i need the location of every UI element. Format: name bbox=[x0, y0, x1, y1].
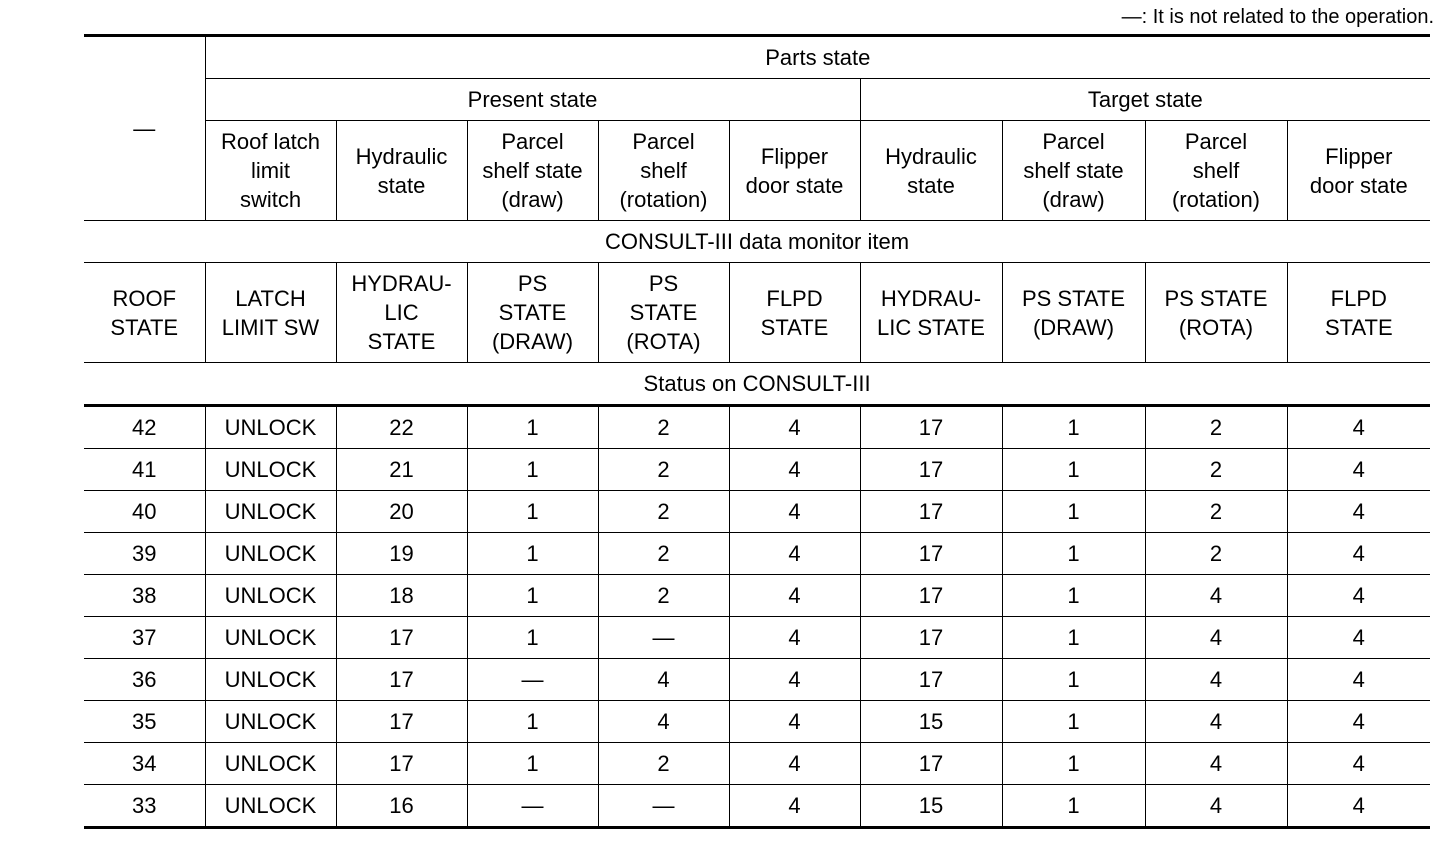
table-cell: UNLOCK bbox=[205, 659, 336, 701]
table-cell: 4 bbox=[1287, 491, 1430, 533]
table-cell: 33 bbox=[84, 785, 205, 828]
table-cell: 17 bbox=[860, 743, 1002, 785]
table-cell: 17 bbox=[860, 617, 1002, 659]
table-cell: 1 bbox=[1002, 491, 1145, 533]
table-cell: 15 bbox=[860, 785, 1002, 828]
table-cell: 4 bbox=[1287, 617, 1430, 659]
table-row bbox=[84, 491, 1430, 533]
table-cell: 1 bbox=[1002, 617, 1145, 659]
column-header: Roof latch limit switch bbox=[205, 121, 336, 221]
table-cell: 34 bbox=[84, 743, 205, 785]
table-cell: UNLOCK bbox=[205, 575, 336, 617]
table-cell: UNLOCK bbox=[205, 533, 336, 575]
table-cell: UNLOCK bbox=[205, 491, 336, 533]
table-cell: 2 bbox=[1145, 533, 1287, 575]
table-cell: 40 bbox=[84, 491, 205, 533]
table-cell: 1 bbox=[467, 743, 598, 785]
table-row bbox=[84, 533, 1430, 575]
legend-note: —: It is not related to the operation. bbox=[1121, 6, 1434, 28]
table-cell: 38 bbox=[84, 575, 205, 617]
table-cell: 2 bbox=[598, 491, 729, 533]
table-cell: 20 bbox=[336, 491, 467, 533]
table-cell: 4 bbox=[598, 701, 729, 743]
monitor-item: PS STATE (ROTA) bbox=[598, 263, 729, 363]
table-cell: 1 bbox=[467, 491, 598, 533]
table-cell: 4 bbox=[729, 743, 860, 785]
table-cell: 17 bbox=[860, 406, 1002, 449]
table-cell: 4 bbox=[1287, 575, 1430, 617]
table-cell: 4 bbox=[1145, 743, 1287, 785]
table-cell: 17 bbox=[336, 659, 467, 701]
monitor-item: FLPD STATE bbox=[729, 263, 860, 363]
table-cell: 2 bbox=[598, 406, 729, 449]
column-header: Hydraulic state bbox=[336, 121, 467, 221]
monitor-item: HYDRAU- LIC STATE bbox=[860, 263, 1002, 363]
table-cell: 2 bbox=[1145, 491, 1287, 533]
table-cell: 18 bbox=[336, 575, 467, 617]
monitor-item: PS STATE (ROTA) bbox=[1145, 263, 1287, 363]
table-cell: 2 bbox=[1145, 406, 1287, 449]
monitor-item-header: CONSULT-III data monitor item bbox=[84, 221, 1430, 263]
table-cell: 4 bbox=[1287, 406, 1430, 449]
table-cell: 4 bbox=[1287, 785, 1430, 828]
table-row bbox=[84, 659, 1430, 701]
table-row bbox=[84, 743, 1430, 785]
table-cell: 1 bbox=[1002, 406, 1145, 449]
table-cell: 17 bbox=[860, 575, 1002, 617]
table-cell: UNLOCK bbox=[205, 743, 336, 785]
table-cell: 39 bbox=[84, 533, 205, 575]
table-cell: 1 bbox=[467, 701, 598, 743]
table-row bbox=[84, 701, 1430, 743]
table-cell: 4 bbox=[1145, 785, 1287, 828]
table-cell: 1 bbox=[467, 575, 598, 617]
monitor-item: LATCH LIMIT SW bbox=[205, 263, 336, 363]
table-cell: 1 bbox=[1002, 659, 1145, 701]
table-cell: UNLOCK bbox=[205, 406, 336, 449]
table-cell: UNLOCK bbox=[205, 449, 336, 491]
table-cell: 1 bbox=[467, 449, 598, 491]
table-cell: 16 bbox=[336, 785, 467, 828]
table-cell: 17 bbox=[860, 659, 1002, 701]
table-cell: 4 bbox=[729, 575, 860, 617]
table-cell: 1 bbox=[1002, 449, 1145, 491]
table-cell: 22 bbox=[336, 406, 467, 449]
table-row bbox=[84, 449, 1430, 491]
monitor-item: PS STATE (DRAW) bbox=[467, 263, 598, 363]
monitor-item: ROOF STATE bbox=[84, 263, 205, 363]
table-cell: 37 bbox=[84, 617, 205, 659]
monitor-item: FLPD STATE bbox=[1287, 263, 1430, 363]
table-cell: UNLOCK bbox=[205, 617, 336, 659]
data-rows bbox=[84, 406, 1430, 828]
table-cell: 41 bbox=[84, 449, 205, 491]
table-cell: 4 bbox=[1287, 659, 1430, 701]
table-cell: 4 bbox=[729, 533, 860, 575]
table-cell: 17 bbox=[860, 449, 1002, 491]
table-cell: 4 bbox=[729, 659, 860, 701]
column-header: Parcel shelf (rotation) bbox=[598, 121, 729, 221]
table-cell: 4 bbox=[729, 449, 860, 491]
table-cell: 42 bbox=[84, 406, 205, 449]
table-cell: 4 bbox=[1287, 701, 1430, 743]
table-cell: 2 bbox=[1145, 449, 1287, 491]
table-cell: 19 bbox=[336, 533, 467, 575]
target-state-header: Target state bbox=[860, 79, 1430, 121]
table-cell: 17 bbox=[860, 491, 1002, 533]
table-cell: 4 bbox=[1145, 617, 1287, 659]
table-cell: 17 bbox=[336, 701, 467, 743]
table-cell: 1 bbox=[1002, 575, 1145, 617]
table-cell: 1 bbox=[1002, 785, 1145, 828]
table-row bbox=[84, 617, 1430, 659]
column-header: Hydraulic state bbox=[860, 121, 1002, 221]
table-cell: 1 bbox=[467, 406, 598, 449]
column-header: Flipper door state bbox=[729, 121, 860, 221]
status-header: Status on CONSULT-III bbox=[84, 363, 1430, 406]
table-cell: 4 bbox=[729, 491, 860, 533]
table-cell: 4 bbox=[729, 617, 860, 659]
column-header: Parcel shelf (rotation) bbox=[1145, 121, 1287, 221]
table-cell: 4 bbox=[1145, 659, 1287, 701]
roof-state-table bbox=[84, 34, 1430, 829]
table-cell: 21 bbox=[336, 449, 467, 491]
table-cell: — bbox=[598, 785, 729, 828]
table-cell: 4 bbox=[1287, 533, 1430, 575]
header-dash: — bbox=[84, 36, 205, 221]
table-cell: 4 bbox=[1145, 701, 1287, 743]
table-cell: 17 bbox=[860, 533, 1002, 575]
monitor-item: PS STATE (DRAW) bbox=[1002, 263, 1145, 363]
table-cell: 15 bbox=[860, 701, 1002, 743]
table-cell: 17 bbox=[336, 617, 467, 659]
table-cell: 4 bbox=[598, 659, 729, 701]
table-cell: 1 bbox=[1002, 533, 1145, 575]
table-cell: 4 bbox=[729, 701, 860, 743]
table-cell: 4 bbox=[1287, 743, 1430, 785]
table-cell: UNLOCK bbox=[205, 701, 336, 743]
table-cell: UNLOCK bbox=[205, 785, 336, 828]
table-cell: 17 bbox=[336, 743, 467, 785]
table-cell: 4 bbox=[729, 785, 860, 828]
table-cell: 4 bbox=[1287, 449, 1430, 491]
table-row bbox=[84, 785, 1430, 828]
table-cell: 2 bbox=[598, 533, 729, 575]
present-state-header: Present state bbox=[205, 79, 860, 121]
table-row bbox=[84, 575, 1430, 617]
table-cell: 2 bbox=[598, 449, 729, 491]
table-cell: 4 bbox=[729, 406, 860, 449]
table-cell: 1 bbox=[467, 533, 598, 575]
table-row bbox=[84, 406, 1430, 449]
monitor-item: HYDRAU- LIC STATE bbox=[336, 263, 467, 363]
table-cell: 1 bbox=[467, 617, 598, 659]
table-cell: 2 bbox=[598, 743, 729, 785]
table-cell: 1 bbox=[1002, 743, 1145, 785]
table-cell: — bbox=[467, 659, 598, 701]
table-cell: 1 bbox=[1002, 701, 1145, 743]
column-header: Parcel shelf state (draw) bbox=[467, 121, 598, 221]
table-cell: 2 bbox=[598, 575, 729, 617]
table-cell: 4 bbox=[1145, 575, 1287, 617]
table-cell: 35 bbox=[84, 701, 205, 743]
table-cell: — bbox=[598, 617, 729, 659]
parts-state-header: Parts state bbox=[205, 36, 1430, 79]
table-cell: 36 bbox=[84, 659, 205, 701]
column-header: Flipper door state bbox=[1287, 121, 1430, 221]
column-header: Parcel shelf state (draw) bbox=[1002, 121, 1145, 221]
table-cell: — bbox=[467, 785, 598, 828]
